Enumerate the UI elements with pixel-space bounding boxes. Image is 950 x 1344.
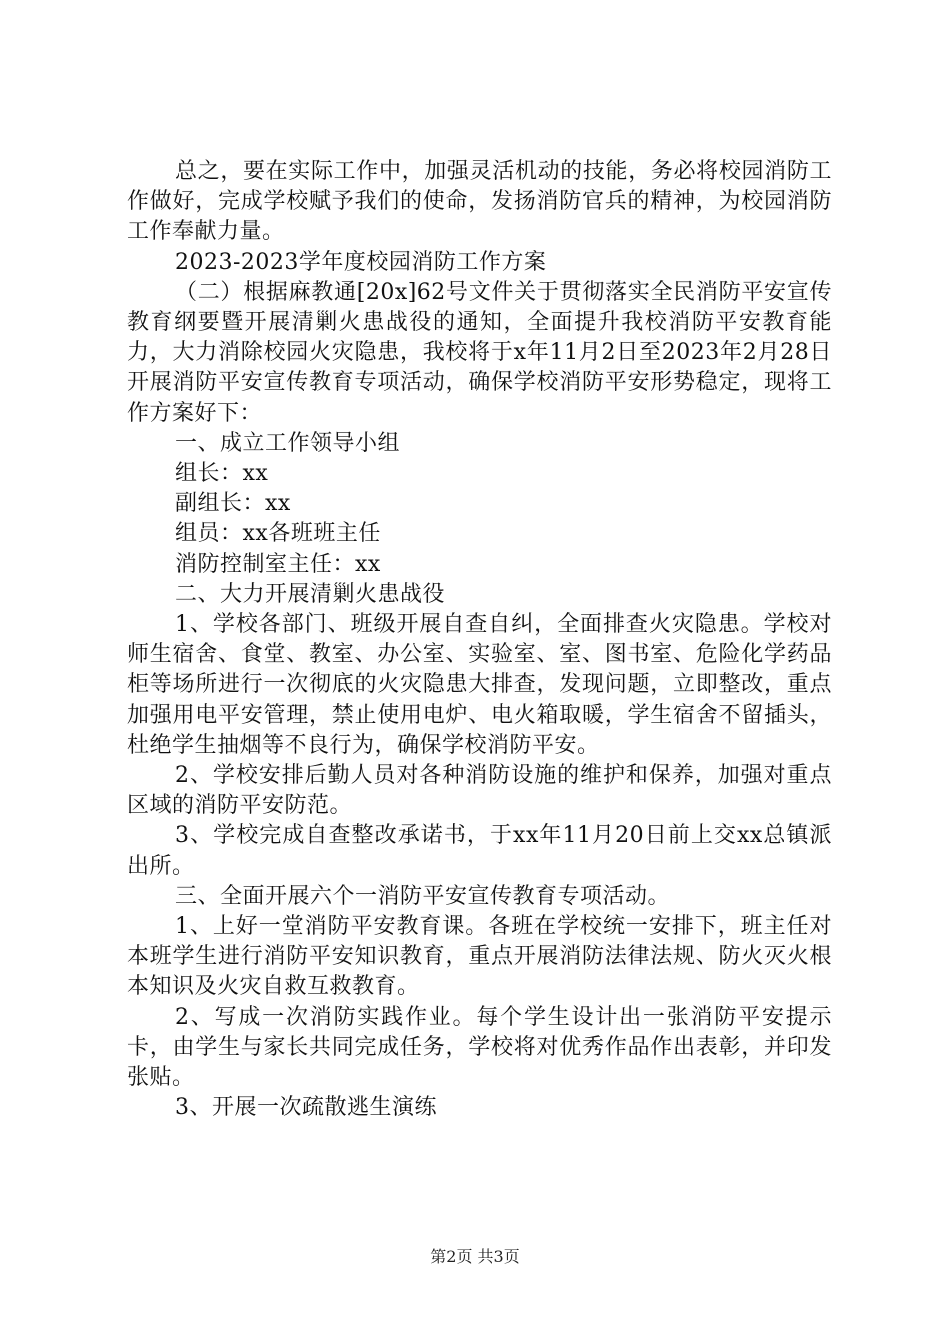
plan-title: 2023-2023学年度校园消防工作方案 [175,249,547,275]
list-item: 2、写成一次消防实践作业。每个学生设计出一张消防平安提示卡，由学生与家长共同完成任务，学校将对优秀作品作出表彰，并印发张贴。 [127,1004,832,1091]
list-item: 1、学校各部门、班级开展自查自纠，全面排查火灾隐患。学校对师生宿舍、食堂、教室、办公室、实验室、室、图书室、危险化学药品柜等场所进行一次彻底的火灾隐患大排查，发现问题，立即整改，重点加强用电平安管理，禁止使用电炉、电火箱取暖，学生宿舍不留插头，杜绝学生抽烟等不良行为，确保学校消防平安。 [127,612,832,758]
deputy-leader-line: 副组长：xx [175,491,291,517]
paragraph-intro: （二）根据麻教通[20x]62号文件关于贯彻落实全民消防平安宣传教育纲要暨开展清剿火患战役的通知，全面提升我校消防平安教育能力，大力消除校园火灾隐患，我校将于x年11月2日至2023年2月28日开展消防平安宣传教育专项活动，确保学校消防平安形势稳定，现将工作方案好下： [127,279,832,426]
list-item: 2、学校安排后勤人员对各种消防设施的维护和保养，加强对重点区域的消防平安防范。 [127,763,832,819]
list-item: 3、学校完成自查整改承诺书，于xx年11月20日前上交xx总镇派出所。 [127,823,832,879]
page-number-footer: 第2页 共3页 [430,1247,520,1266]
section-heading-2: 二、大力开展清剿火患战役 [175,581,446,607]
section-heading-1: 一、成立工作领导小组 [175,430,401,456]
list-item: 3、开展一次疏散逃生演练 [175,1095,437,1121]
list-item: 1、上好一堂消防平安教育课。各班在学校统一安排下，班主任对本班学生进行消防平安知识教育，重点开展消防法律法规、防火灭火根本知识及火灾自救互救教育。 [127,914,832,1000]
document-body [127,157,832,1124]
control-room-director-line: 消防控制室主任：xx [175,551,381,577]
members-line: 组员：xx各班班主任 [175,521,381,547]
leader-line: 组长：xx [175,461,269,487]
paragraph-summary: 总之，要在实际工作中，加强灵活机动的技能，务必将校园消防工作做好，完成学校赋予我们的使命，发扬消防官兵的精神，为校园消防工作奉献力量。 [127,159,832,245]
section-heading-3: 三、全面开展六个一消防平安宣传教育专项活动。 [175,883,671,909]
